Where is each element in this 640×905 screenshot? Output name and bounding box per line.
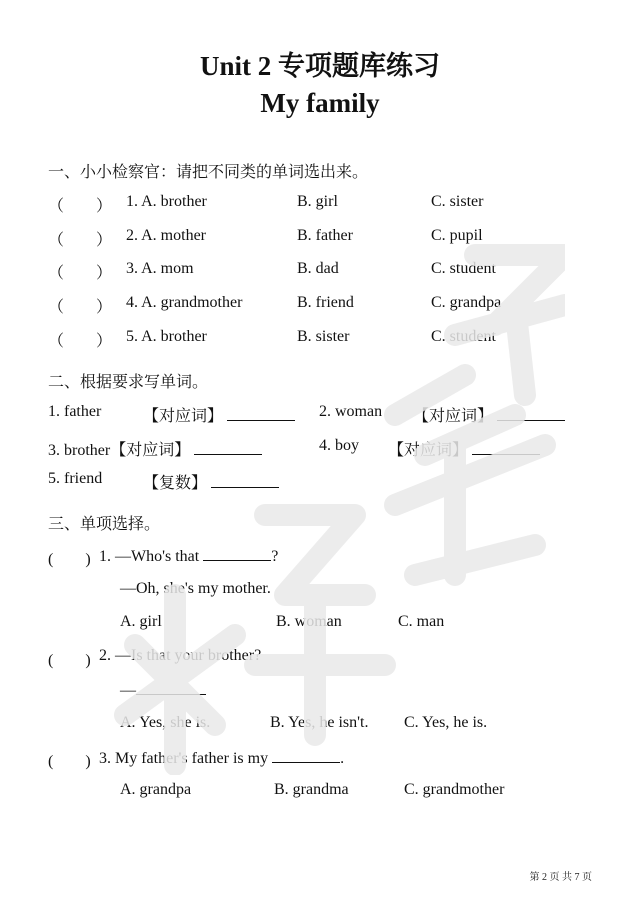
task-word: 3. brother [48,442,111,459]
stem-text: 1. —Who's that [99,548,200,565]
question-stem [99,748,344,768]
option-b: B. Yes, he isn't. [270,714,369,731]
option-c: C. student [431,260,496,277]
answer-blank[interactable] [472,440,540,455]
answer-blank[interactable] [203,546,271,561]
word-task-tag [143,470,279,493]
answer-blank[interactable] [211,473,279,488]
page-footer: 第 2 页 共 7 页 [529,872,592,883]
option-b: B. dad [297,260,339,277]
stem-punct: . [340,750,345,767]
option-b: B. girl [297,193,338,210]
answer-blank[interactable] [136,680,206,695]
question-stem: 2. —Is that your brother? [99,647,262,664]
stem-punct: ? [271,548,279,565]
answer-paren[interactable]: ( ) [48,551,91,568]
option-a: 4. A. grandmother [126,294,243,311]
answer-paren[interactable]: （ ） [48,333,113,350]
task-word: 2. woman [319,403,383,420]
option-b: B. father [297,227,353,244]
option-a: A. girl [120,613,162,630]
word-task [48,470,102,488]
answer-paren[interactable]: ( ) [48,652,91,669]
question-reply: —Oh, she's my mother. [120,580,271,597]
question-stem [99,546,278,566]
option-a: 1. A. brother [126,193,207,210]
option-c: C. sister [431,193,484,210]
task-tag: 【对应词】 [413,408,494,425]
page-subtitle: My family [260,88,380,118]
word-task [48,403,101,421]
word-task-tag [143,403,295,426]
answer-paren[interactable]: ( ) [48,753,91,770]
question-reply [120,680,206,700]
answer-paren[interactable]: （ ） [48,299,113,316]
option-c: C. pupil [431,227,483,244]
task-tag: 【对应词】 [388,442,469,459]
answer-blank[interactable] [194,440,262,455]
task-word: 5. friend [48,470,103,487]
option-b: B. woman [276,613,342,630]
option-c: C. grandmother [404,781,505,798]
option-a: A. Yes, she is. [120,714,211,731]
answer-paren[interactable]: （ ） [48,265,113,282]
option-c: C. student [431,328,496,345]
answer-blank[interactable] [497,406,565,421]
task-word: 4. boy [319,437,359,454]
option-a: 5. A. brother [126,328,207,345]
option-a: A. grandpa [120,781,192,798]
task-tag: 【对应词】 [143,408,224,425]
answer-blank[interactable] [227,406,295,421]
option-b: B. grandma [274,781,349,798]
option-c: C. Yes, he is. [404,714,488,731]
answer-paren[interactable]: （ ） [48,198,113,215]
page-title: Unit 2 专项题库练习 [199,51,440,81]
option-b: B. friend [297,294,354,311]
answer-paren[interactable]: （ ） [48,232,113,249]
word-task [319,403,382,421]
word-task-tag [413,403,565,426]
word-task-tag [388,437,540,460]
answer-blank[interactable] [272,748,340,763]
option-b: B. sister [297,328,350,345]
option-c: C. man [398,613,445,630]
section2-heading: 二、根据要求写单词。 [48,374,209,391]
task-tag: 【复数】 [143,475,208,492]
word-task [319,437,359,455]
section3-heading: 三、单项选择。 [48,516,161,533]
task-word: 1. father [48,403,102,420]
reply-dash: — [120,682,136,699]
task-tag: 【对应词】 [110,442,191,459]
stem-text: 3. My father's father is my [99,750,269,767]
section1-heading: 一、小小检察官：请把不同类的单词选出来。 [48,164,369,181]
word-task [48,437,262,460]
option-a: 3. A. mom [126,260,194,277]
option-a: 2. A. mother [126,227,206,244]
option-c: C. grandpa [431,294,502,311]
